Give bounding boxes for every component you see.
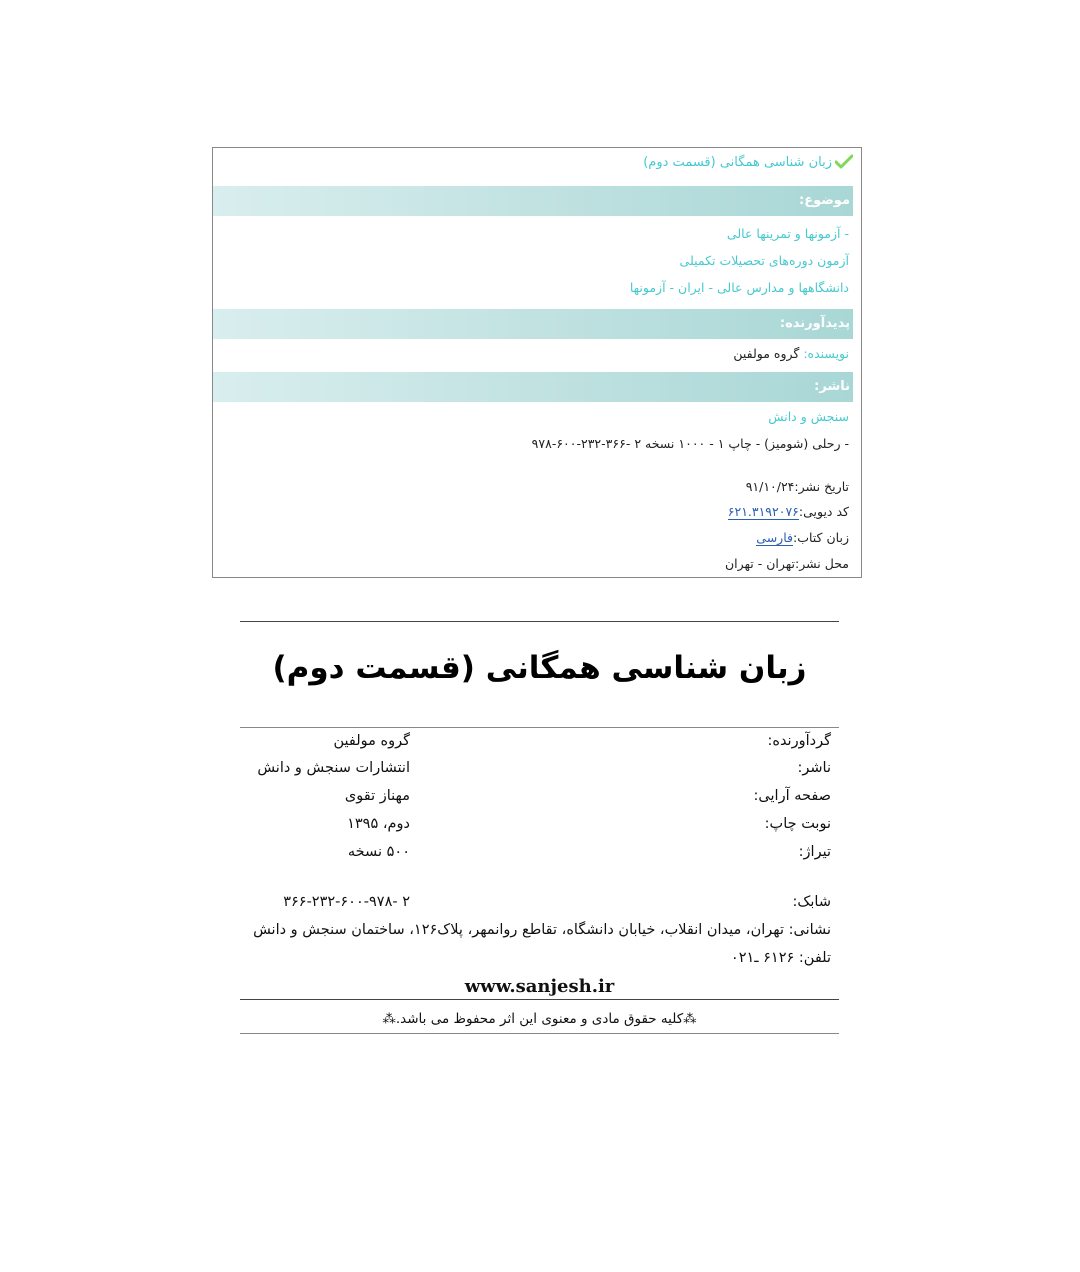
dewey-label: کد دیویی: bbox=[798, 504, 849, 519]
publisher-name[interactable]: سنجش و دانش bbox=[768, 409, 849, 424]
pub-date-value: ۹۱/۱۰/۲۴ bbox=[745, 479, 795, 494]
publisher-header: ناشر: bbox=[213, 372, 853, 402]
catalog-title-row[interactable] bbox=[643, 154, 853, 170]
isbn-value: ۲ -۳۶۶-۲۳۲-۶۰۰-۹۷۸ bbox=[283, 894, 410, 910]
edition-line: - رحلی (شومیز) - چاپ ۱ - ۱۰۰۰ نسخه ۲ -۳۶۶-۲۳۲-۶۰۰-۹۷۸ bbox=[531, 436, 849, 451]
author-value[interactable]: گروه مولفین bbox=[733, 346, 800, 361]
credit-row bbox=[250, 788, 831, 814]
catalog-title[interactable]: زبان شناسی همگانی (قسمت دوم) bbox=[643, 154, 832, 170]
isbn-label: شابک: bbox=[792, 894, 831, 910]
place-value: تهران - تهران bbox=[725, 556, 796, 571]
bottom-divider bbox=[240, 999, 839, 1000]
credit-value: دوم، ۱۳۹۵ bbox=[347, 816, 410, 832]
credit-label: نوبت چاپ: bbox=[764, 816, 831, 832]
credit-label: تیراژ: bbox=[798, 844, 831, 860]
credit-value: مهناز تقوی bbox=[344, 788, 410, 804]
pub-date-line bbox=[746, 479, 849, 494]
top-divider bbox=[240, 621, 839, 622]
phone: تلفن: ۶۱۲۶ ـ۰۲۱ bbox=[730, 950, 831, 966]
book-title: زبان شناسی همگانی (قسمت دوم) bbox=[272, 650, 807, 686]
author-label: نویسنده: bbox=[803, 346, 849, 361]
subject-item[interactable]: دانشگاهها و مدارس عالی - ایران - آزمونها bbox=[629, 280, 849, 295]
pub-date-label: تاریخ نشر: bbox=[794, 479, 849, 494]
colophon bbox=[240, 733, 839, 973]
place-label: محل نشر: bbox=[795, 556, 849, 571]
isbn-row bbox=[250, 894, 831, 920]
place-line bbox=[725, 556, 849, 571]
credit-label: صفحه آرایی: bbox=[753, 788, 831, 804]
colophon-top-divider bbox=[240, 727, 839, 728]
credit-label: گردآورنده: bbox=[767, 733, 831, 749]
website-link[interactable]: www.sanjesh.ir bbox=[464, 976, 615, 997]
credit-value: گروه مولفین bbox=[333, 733, 410, 749]
credit-row bbox=[250, 816, 831, 842]
subject-header: موضوع: bbox=[213, 186, 853, 216]
dewey-link[interactable]: ۶۲۱.۳۱۹۲۰۷۶ bbox=[727, 504, 799, 519]
rights-notice: ⁂کلیه حقوق مادی و معنوی این اثر محفوظ می باشد.⁂ bbox=[382, 1011, 697, 1027]
catalog-card bbox=[212, 147, 862, 578]
subject-item[interactable]: آزمون دوره‌های تحصیلات تکمیلی bbox=[679, 253, 849, 268]
credit-row bbox=[250, 844, 831, 870]
credit-value: ۵۰۰ نسخه bbox=[347, 844, 410, 860]
footer-divider bbox=[240, 1033, 839, 1034]
credit-row bbox=[250, 733, 831, 759]
subject-item[interactable]: - آزمونها و تمرینها عالی bbox=[726, 226, 849, 241]
author-line bbox=[733, 346, 849, 361]
credit-row bbox=[250, 760, 831, 786]
dewey-line bbox=[728, 504, 849, 519]
address: نشانی: تهران، میدان انقلاب، خیابان دانشگاه، تقاطع روانمهر، پلاک۱۲۶، ساختمان سنجش و دانش bbox=[253, 922, 831, 938]
checkmark-icon bbox=[835, 154, 853, 170]
language-link[interactable]: فارسی bbox=[756, 530, 793, 545]
language-line bbox=[756, 530, 849, 545]
language-label: زبان کتاب: bbox=[793, 530, 849, 545]
creator-header: پدیدآورنده: bbox=[213, 309, 853, 339]
credit-label: ناشر: bbox=[797, 760, 831, 776]
credit-value: انتشارات سنجش و دانش bbox=[257, 760, 410, 776]
